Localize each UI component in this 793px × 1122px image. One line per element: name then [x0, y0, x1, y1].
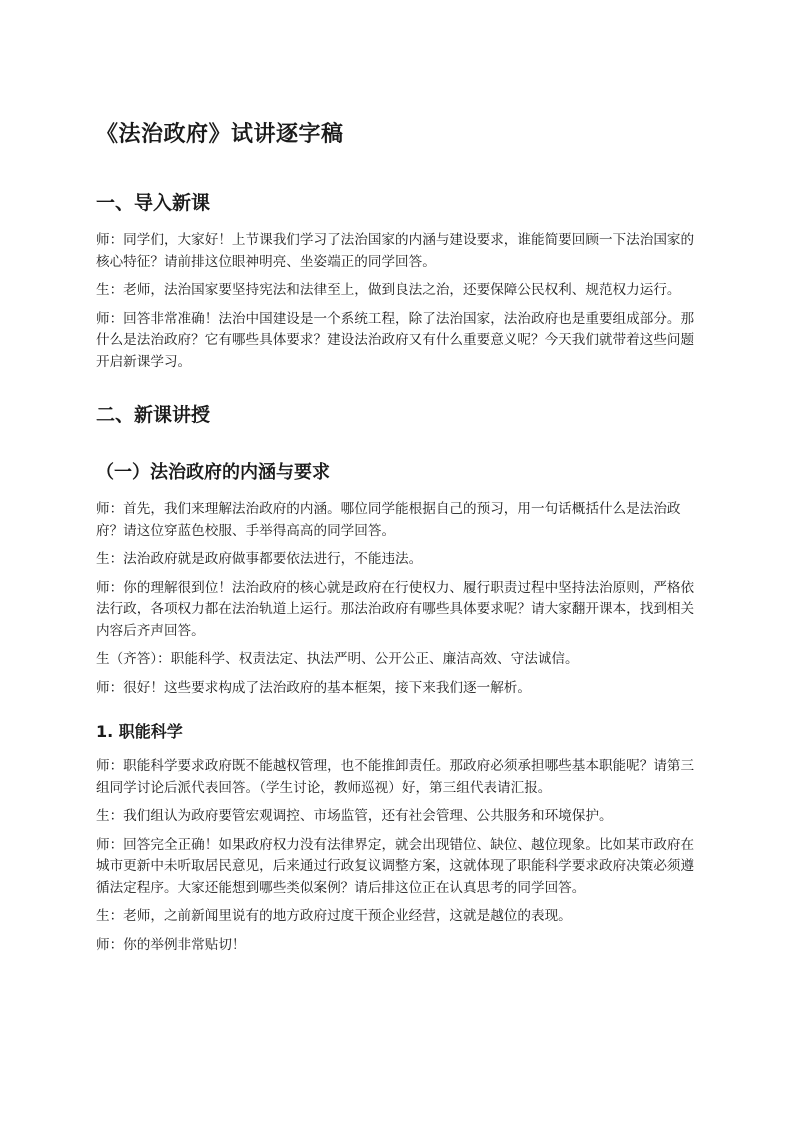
spacer — [96, 442, 701, 460]
dialogue-paragraph: 师：首先，我们来理解法治政府的内涵。哪位同学能根据自己的预习，用一句话概括什么是法治政府？请这位穿蓝色校服、手举得高高的同学回答。 — [96, 501, 681, 539]
section-heading-intro: 一、导入新课 — [96, 192, 211, 214]
point-heading: 1. 职能科学 — [96, 722, 183, 741]
dialogue-paragraph: 师：同学们，大家好！上节课我们学习了法治国家的内涵与建设要求，谁能简要回顾一下法治国家的核心特征？请前排这位眼神明亮、坐姿端正的同学回答。 — [96, 232, 695, 270]
dialogue-paragraph: 生：法治政府就是政府做事都要依法进行，不能违法。 — [96, 551, 423, 567]
subsection-heading: （一）法治政府的内涵与要求 — [96, 462, 330, 483]
dialogue-paragraph: 师：很好！这些要求构成了法治政府的基本框架，接下来我们逐一解析。 — [96, 679, 531, 696]
spacer — [96, 380, 701, 402]
dialogue-paragraph: 生：我们组认为政府要管宏观调控、市场监管，还有社会管理、公共服务和环境保护。 — [96, 808, 613, 824]
spacer — [96, 706, 701, 720]
section-heading-lecture: 二、新课讲授 — [96, 404, 211, 426]
dialogue-paragraph: 生（齐答）：职能科学、权责法定、执法严明、公开公正、廉洁高效、守法诚信。 — [96, 651, 579, 667]
dialogue-paragraph: 生：老师，之前新闻里说有的地方政府过度干预企业经营，这就是越位的表现。 — [96, 908, 572, 924]
dialogue-paragraph: 生：老师，法治国家要坚持宪法和法律至上，做到良法之治，还要保障公民权利、规范权力运行。 — [96, 282, 681, 298]
dialogue-paragraph: 师：职能科学要求政府既不能越权管理，也不能推卸责任。那政府必须承担哪些基本职能呢？请第三组同学讨论后派代表回答。（学生讨论，教师巡视）好，第三组代表请汇报。 — [96, 758, 695, 796]
dialogue-paragraph: 师：你的举例非常贴切！ — [96, 936, 246, 953]
document-title: 《法治政府》试讲逐字稿 — [96, 122, 344, 147]
dialogue-paragraph: 师：你的理解很到位！法治政府的核心就是政府在行使权力、履行职责过程中坚持法治原则，严格依法行政，各项权力都在法治轨道上运行。那法治政府有哪些具体要求呢？请大家翻开课本，找到相关内容后齐声回答。 — [96, 579, 695, 639]
dialogue-paragraph: 师：回答完全正确！如果政府权力没有法律界定，就会出现错位、缺位、越位现象。比如某市政府在城市更新中未听取居民意见，后来通过行政复议调整方案，这就体现了职能科学要求政府决策必须遵循法定程序。大家还能想到哪些类似案例？请后排这位正在认真思考的同学回答。 — [96, 836, 695, 896]
dialogue-paragraph: 师：回答非常准确！法治中国建设是一个系统工程，除了法治国家，法治政府也是重要组成部分。那什么是法治政府？它有哪些具体要求？建设法治政府又有什么重要意义呢？今天我们就带着这些问题开启新课学习。 — [96, 310, 695, 370]
